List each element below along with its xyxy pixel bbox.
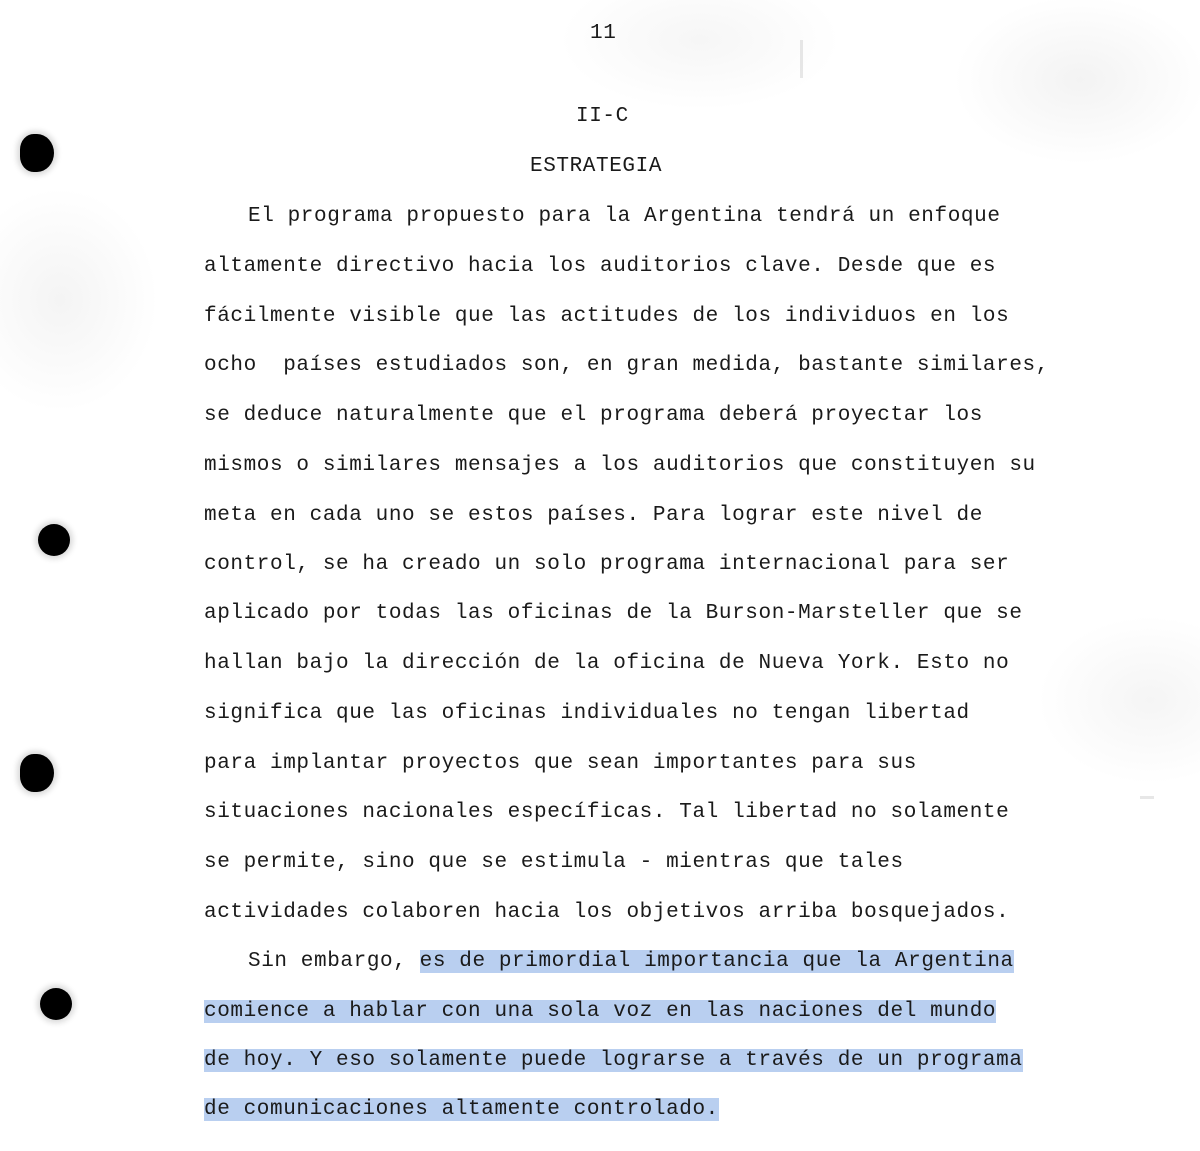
text-line: se deduce naturalmente que el programa deberá proyectar los bbox=[204, 404, 983, 427]
text-line: altamente directivo hacia los auditorios clave. Desde que es bbox=[204, 255, 997, 278]
text-line bbox=[204, 1049, 1023, 1072]
scan-artifact bbox=[1140, 796, 1154, 799]
text-line: significa que las oficinas individuales no tengan libertad bbox=[204, 702, 970, 725]
text-line bbox=[204, 1000, 996, 1023]
scan-artifact bbox=[800, 40, 803, 78]
highlighted-text: comience a hablar con una sola voz en las naciones del mundo bbox=[204, 1000, 997, 1023]
text-line bbox=[204, 1098, 719, 1121]
section-code: II-C bbox=[576, 105, 629, 128]
text-line: hallan bajo la dirección de la oficina de Nueva York. Esto no bbox=[204, 652, 1010, 675]
punch-hole bbox=[20, 754, 54, 792]
text-line: actividades colaboren hacia los objetivos arriba bosquejados. bbox=[204, 901, 1010, 924]
text-line: meta en cada uno se estos países. Para lograr este nivel de bbox=[204, 504, 983, 527]
text-line: control, se ha creado un solo programa internacional para ser bbox=[204, 553, 1010, 576]
punch-hole bbox=[20, 134, 54, 172]
text-line: mismos o similares mensajes a los auditorios que constituyen su bbox=[204, 454, 1036, 477]
text-line: ocho países estudiados son, en gran medida, bastante similares, bbox=[204, 354, 1049, 377]
highlighted-text: es de primordial importancia que la Argentina bbox=[419, 950, 1014, 973]
highlighted-text: de hoy. Y eso solamente puede lograrse a través de un programa bbox=[204, 1049, 1023, 1072]
text-line: fácilmente visible que las actitudes de los individuos en los bbox=[204, 305, 1010, 328]
text-line: aplicado por todas las oficinas de la Burson-Marsteller que se bbox=[204, 602, 1023, 625]
page-number: 11 bbox=[590, 22, 617, 45]
punch-hole bbox=[40, 988, 72, 1020]
text-line: El programa propuesto para la Argentina tendrá un enfoque bbox=[248, 205, 1001, 228]
text-line: para implantar proyectos que sean importantes para sus bbox=[204, 752, 917, 775]
section-title: ESTRATEGIA bbox=[530, 155, 663, 178]
highlighted-text: de comunicaciones altamente controlado. bbox=[204, 1098, 719, 1121]
punch-hole bbox=[38, 524, 70, 556]
text-plain: Sin embargo, bbox=[248, 950, 420, 973]
text-line bbox=[248, 950, 1014, 973]
text-line: situaciones nacionales específicas. Tal libertad no solamente bbox=[204, 801, 1010, 824]
text-line: se permite, sino que se estimula - mientras que tales bbox=[204, 851, 904, 874]
